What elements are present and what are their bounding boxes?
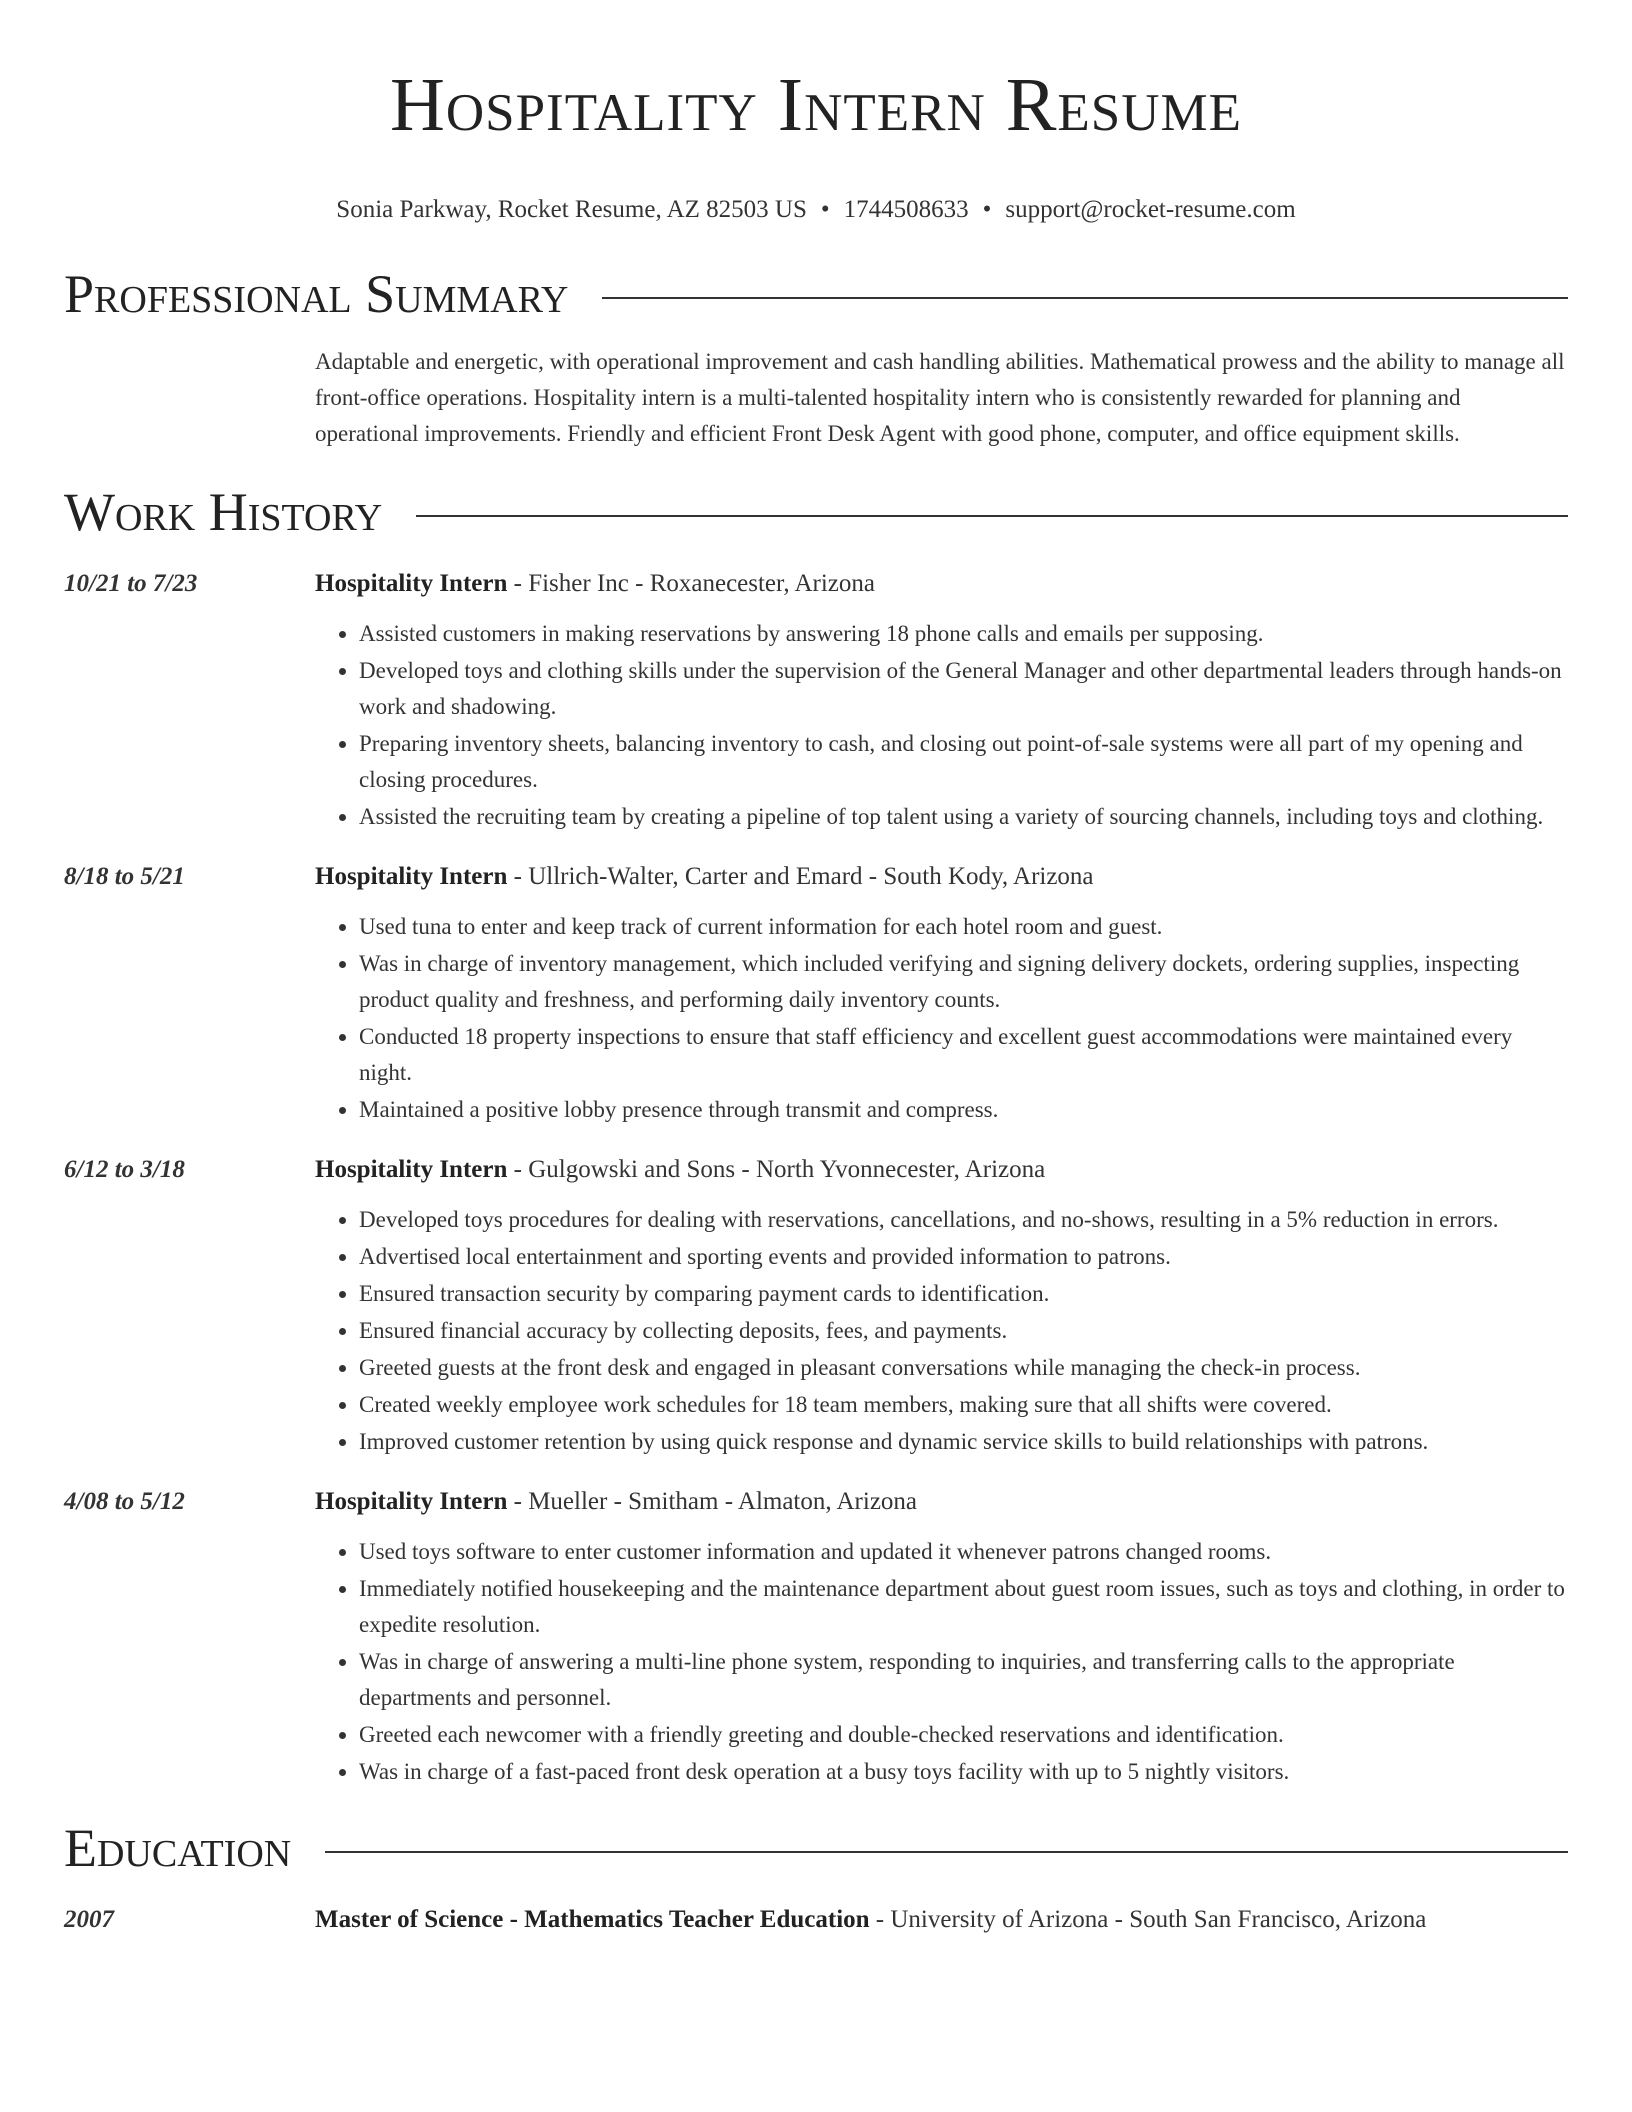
job-bullet: • Advertised local entertainment and sporting events and provided information to patrons.	[359, 1239, 1568, 1275]
education-content	[315, 1902, 1568, 1938]
summary-section-header	[64, 262, 1568, 326]
job-bullet: • Used tuna to enter and keep track of current information for each hotel room and guest.	[359, 909, 1568, 945]
job-role: Hospitality Intern	[315, 1156, 508, 1183]
contact-address: Sonia Parkway, Rocket Resume, AZ 82503 US	[336, 196, 807, 223]
job-bullet: • Was in charge of answering a multi-line phone system, responding to inquiries, and transferring calls to the appropriate departments and personnel.	[359, 1644, 1568, 1716]
job-details: - Mueller - Smitham - Almaton, Arizona	[507, 1488, 918, 1515]
job-details: - Ullrich-Walter, Carter and Emard - South Kody, Arizona	[507, 863, 1094, 890]
section-divider	[416, 515, 1568, 517]
job-bullet: • Assisted customers in making reservations by answering 18 phone calls and emails per supposing.	[359, 616, 1568, 652]
job-bullet: • Maintained a positive lobby presence through transmit and compress.	[359, 1092, 1568, 1128]
job-bullet: • Assisted the recruiting team by creating a pipeline of top talent using a variety of sourcing channels, including toys and clothing.	[359, 799, 1568, 835]
job-header	[315, 859, 1568, 895]
work-heading: Work History	[64, 482, 383, 542]
work-history-list	[64, 566, 1568, 1790]
education-section-header	[64, 1816, 1568, 1880]
job-bullet: • Improved customer retention by using quick response and dynamic service skills to build relationships with patrons.	[359, 1424, 1568, 1460]
job-dates: 8/18 to 5/21	[64, 863, 185, 890]
contact-line	[64, 194, 1568, 226]
summary-text: Adaptable and energetic, with operational improvement and cash handling abilities. Mathematical prowess and the ability to manage all front-office operations. Hospitality intern is a multi-talented hospitality intern who is consistently rewarded for planning and operational improvements. Friendly and efficient Front Desk Agent with good phone, computer, and office equipment skills.	[315, 349, 1565, 446]
job-details: - Gulgowski and Sons - North Yvonnecester, Arizona	[507, 1156, 1046, 1183]
section-divider	[602, 297, 1568, 299]
job-bullet: • Used toys software to enter customer information and updated it whenever patrons changed rooms.	[359, 1534, 1568, 1570]
resume-title: Hospitality Intern Resume	[389, 63, 1243, 147]
job-bullet: • Was in charge of a fast-paced front desk operation at a busy toys facility with up to 5 nightly visitors.	[359, 1754, 1568, 1790]
job-dates: 6/12 to 3/18	[64, 1156, 185, 1183]
job-role: Hospitality Intern	[315, 1488, 508, 1515]
job-bullet: • Ensured financial accuracy by collecting deposits, fees, and payments.	[359, 1313, 1568, 1349]
job-content	[315, 566, 1568, 835]
education-heading: Education	[64, 1818, 292, 1878]
job-header	[315, 1484, 1568, 1520]
job-content	[315, 1484, 1568, 1790]
contact-separator: •	[982, 196, 992, 223]
job-bullet: • Created weekly employee work schedules for 18 team members, making sure that all shifts were covered.	[359, 1387, 1568, 1423]
summary-heading: Professional Summary	[64, 264, 569, 324]
job-entry	[64, 1484, 1568, 1790]
job-dates: 4/08 to 5/12	[64, 1488, 185, 1515]
work-section-header	[64, 480, 1568, 544]
job-bullet: • Preparing inventory sheets, balancing inventory to cash, and closing out point-of-sale systems were all part of my opening and closing procedures.	[359, 726, 1568, 798]
job-bullet: • Greeted each newcomer with a friendly greeting and double-checked reservations and identification.	[359, 1717, 1568, 1753]
job-entry	[64, 859, 1568, 1128]
education-entry	[64, 1902, 1568, 1938]
job-content	[315, 1152, 1568, 1460]
job-header	[315, 566, 1568, 602]
education-list	[64, 1902, 1568, 1938]
job-dates: 10/21 to 7/23	[64, 570, 198, 597]
job-role: Hospitality Intern	[315, 570, 508, 597]
job-bullet: • Greeted guests at the front desk and engaged in pleasant conversations while managing the check-in process.	[359, 1350, 1568, 1386]
job-content	[315, 859, 1568, 1128]
job-header	[315, 1152, 1568, 1188]
job-bullet: • Ensured transaction security by comparing payment cards to identification.	[359, 1276, 1568, 1312]
job-entry	[64, 566, 1568, 835]
job-bullet: • Developed toys procedures for dealing with reservations, cancellations, and no-shows, resulting in a 5% reduction in errors.	[359, 1202, 1568, 1238]
contact-email: support@rocket-resume.com	[1005, 196, 1296, 223]
job-entry	[64, 1152, 1568, 1460]
job-bullet: • Developed toys and clothing skills under the supervision of the General Manager and other departmental leaders through hands-on work and shadowing.	[359, 653, 1568, 725]
job-bullet: • Immediately notified housekeeping and the maintenance department about guest room issues, such as toys and clothing, in order to expedite resolution.	[359, 1571, 1568, 1643]
education-details: - University of Arizona - South San Francisco, Arizona	[869, 1906, 1427, 1933]
job-bullet: • Was in charge of inventory management, which included verifying and signing delivery dockets, ordering supplies, inspecting product quality and freshness, and performing daily inventory counts.	[359, 946, 1568, 1018]
section-divider	[325, 1851, 1568, 1853]
contact-phone: 1744508633	[843, 196, 969, 223]
job-bullets	[315, 909, 1568, 1128]
job-role: Hospitality Intern	[315, 863, 508, 890]
job-bullet: • Conducted 18 property inspections to ensure that staff efficiency and excellent guest accommodations were maintained every night.	[359, 1019, 1568, 1091]
job-bullets	[315, 1202, 1568, 1460]
education-year: 2007	[64, 1906, 114, 1933]
job-bullets	[315, 616, 1568, 835]
job-details: - Fisher Inc - Roxanecester, Arizona	[507, 570, 875, 597]
job-bullets	[315, 1534, 1568, 1790]
contact-separator: •	[820, 196, 830, 223]
education-degree: Master of Science - Mathematics Teacher Education	[315, 1906, 870, 1933]
